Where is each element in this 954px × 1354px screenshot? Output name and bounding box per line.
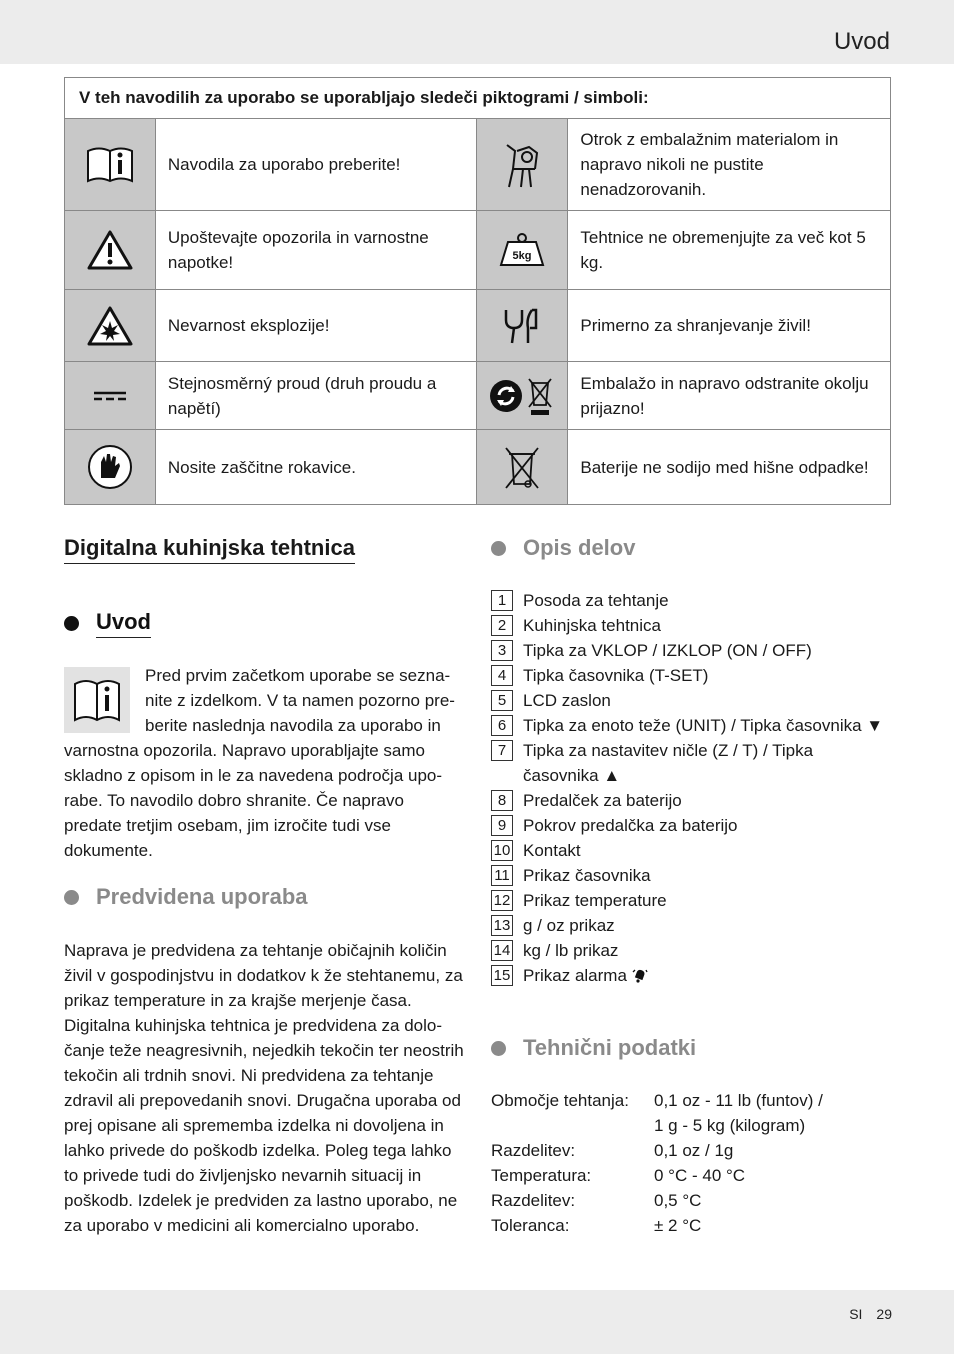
table-row: Razdelitev: 0,1 oz / 1g bbox=[491, 1141, 734, 1160]
symbol-text: Primerno za shranjevanje živil! bbox=[568, 290, 891, 362]
parts-heading: Opis delov bbox=[491, 535, 635, 561]
footer-band bbox=[0, 1290, 954, 1354]
list-item: 9 Pokrov predalčka za baterijo bbox=[491, 813, 891, 838]
food-safe-icon bbox=[477, 290, 568, 362]
weight-5kg-icon bbox=[477, 211, 568, 290]
table-row: Toleranca: ± 2 °C bbox=[491, 1216, 702, 1235]
warning-triangle-icon bbox=[65, 211, 156, 290]
intro-text-b: varnostna opozorila. Napravo uporabljajte samo skladno z opisom in le za navedena področja upo-rabe. To navodilo dobro shranite. Če napravo predate tretjim osebam, jim izročite tudi vse dokumente. bbox=[64, 741, 443, 860]
symbol-text: Nevarnost eksplozije! bbox=[155, 290, 477, 362]
list-item: 3 Tipka za VKLOP / IZKLOP (ON / OFF) bbox=[491, 638, 891, 663]
page-header-title: Uvod bbox=[833, 28, 890, 55]
explosion-hazard-icon bbox=[65, 290, 156, 362]
recycle-disposal-icon bbox=[477, 362, 568, 430]
list-item: 8 Predalček za baterijo bbox=[491, 788, 891, 813]
list-item: 15 Prikaz alarma bbox=[491, 963, 891, 988]
intended-use-heading: Predvidena uporaba bbox=[64, 884, 308, 910]
bullet-icon bbox=[491, 1041, 506, 1056]
intended-use-text: Naprava je predvidena za tehtanje običajnih količin živil v gospodinjstvu in dodatkov k že stehtanemu, za prikaz temperature in za krajše merjenje časa. Digitalna kuhinjska tehtnica je predvidena za dolo-čanje teže neagresivnih, nejedkih tekočin ter neostrih tekočin ali trdnih snovi. Ni predvidena za tehtanje zdravil ali prepovedanih snovi. Drugačna uporaba od prej opisane ali sprememba izdelka ni dovoljena in lahko privede do poškodb izdelka. Poleg tega lahko to privede tudi do življenjsko nevarnih situacij in poškodb. Izdelek je predviden za lastno uporabo, ne za uporabo v medicini ali komercialno uporabo. bbox=[64, 941, 464, 1235]
symbol-text: Tehtnice ne obremenjujte za več kot 5 kg. bbox=[568, 211, 891, 290]
list-item: 10 Kontakt bbox=[491, 838, 891, 863]
bullet-icon bbox=[64, 890, 79, 905]
symbol-text: Upoštevajte opozorila in varnostne napotke! bbox=[155, 211, 477, 290]
list-item: 6 Tipka za enoto teže (UNIT) / Tipka časovnika ▼ bbox=[491, 713, 891, 738]
list-item: 4 Tipka časovnika (T-SET) bbox=[491, 663, 891, 688]
parts-list bbox=[491, 588, 891, 988]
symbol-text: Embalažo in napravo odstranite okolju prijazno! bbox=[568, 362, 891, 430]
symbol-text: Navodila za uporabo preberite! bbox=[155, 119, 477, 211]
page-number: 29 bbox=[876, 1306, 892, 1322]
table-row: Območje tehtanja: 0,1 oz - 11 lb (funtov) / bbox=[491, 1091, 823, 1110]
symbols-table bbox=[64, 77, 891, 505]
list-item: 14 kg / lb prikaz bbox=[491, 938, 891, 963]
list-item: 13 g / oz prikaz bbox=[491, 913, 891, 938]
direct-current-icon bbox=[65, 362, 156, 430]
symbol-text: Baterije ne sodijo med hišne odpadke! bbox=[568, 430, 891, 505]
child-packaging-warning-icon bbox=[477, 119, 568, 211]
bullet-icon bbox=[491, 541, 506, 556]
page-footer bbox=[849, 1306, 892, 1322]
crossed-bin-icon bbox=[477, 430, 568, 505]
table-row: Temperatura: 0 °C - 40 °C bbox=[491, 1166, 746, 1185]
manual-info-icon bbox=[65, 119, 156, 211]
manual-info-icon bbox=[64, 667, 130, 733]
intro-heading: Uvod bbox=[64, 609, 151, 638]
symbols-heading: V teh navodilih za uporabo se uporabljajo sledeči piktogrami / simboli: bbox=[65, 78, 891, 119]
product-title: Digitalna kuhinjska tehtnica bbox=[64, 535, 355, 564]
list-item: 12 Prikaz temperature bbox=[491, 888, 891, 913]
bullet-icon bbox=[64, 616, 79, 631]
list-item: 1 Posoda za tehtanje bbox=[491, 588, 891, 613]
list-item: 11 Prikaz časovnika bbox=[491, 863, 891, 888]
tech-heading: Tehnični podatki bbox=[491, 1035, 696, 1061]
alarm-bell-icon bbox=[632, 967, 648, 983]
list-item: 5 LCD zaslon bbox=[491, 688, 891, 713]
header-band bbox=[0, 0, 954, 64]
table-row: Razdelitev: 0,5 °C bbox=[491, 1191, 702, 1210]
symbol-text: Stejnosměrný proud (druh proudu a napětí) bbox=[155, 362, 477, 430]
list-item: 7 Tipka za nastavitev ničle (Z / T) / Tipka časovnika ▲ bbox=[491, 738, 891, 788]
list-item: 2 Kuhinjska tehtnica bbox=[491, 613, 891, 638]
weight-badge-label: 5kg bbox=[512, 250, 532, 262]
tech-data bbox=[491, 1088, 823, 1238]
footer-lang: SI bbox=[849, 1306, 863, 1322]
table-row: 1 g - 5 kg (kilogram) bbox=[654, 1116, 806, 1135]
protective-gloves-icon bbox=[65, 430, 156, 505]
symbol-text: Nosite zaščitne rokavice. bbox=[155, 430, 477, 505]
symbol-text: Otrok z embalažnim materialom in napravo nikoli ne pustite nenadzorovanih. bbox=[568, 119, 891, 211]
intro-text-a: Pred prvim začetkom uporabe se sezna-nite z izdelkom. V ta namen pozorno pre-berite naslednja navodila za uporabo in bbox=[145, 666, 455, 735]
